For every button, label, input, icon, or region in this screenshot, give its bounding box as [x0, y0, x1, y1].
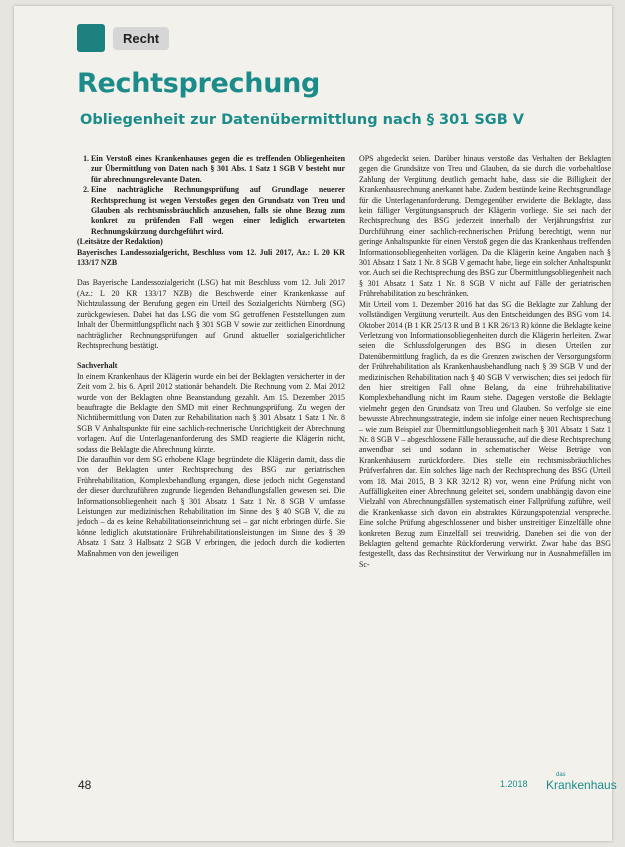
journal-page: [14, 6, 617, 841]
facts-paragraph-1: In einem Krankenhaus der Klägerin wurde ein bei der Beklagten versicherter in der Zeit vom 2. bis 6. April 2012 stationär behandelt. Die Rechnung vom 2. Mai 2012 wurde von der Beklagten ohne Beanstandung gezahlt. Am 15. Dezember 2015 beauftragte die Beklagte den SMD mit einer Rechnungsprüfung. Zu wegen der Nichtübermittlung von Daten zur Rehabilitation nach § 301 Absatz 1 Satz 1 Nr. 8 SGB V Anhaltspunkte für eine sachlich-rechnerische Unrichtigkeit der Abrechnung vorlagen. Auf die Unterlagenanforderung des SMD reagierte die Klägerin nicht, sodass die Beklagte die Abrechnung kürzte.: [77, 371, 345, 454]
court-citation: Bayerisches Landessozialgericht, Beschluss vom 12. Juli 2017, Az.: L 20 KR 133/17 NZB: [77, 247, 345, 268]
right-paragraph-2: Mit Urteil vom 1. Dezember 2016 hat das SG die Beklagte zur Zahlung der vollständigen Vergütung verurteilt. Aus den Entscheidungen des BSG vom 14. Oktober 2014 (B 1 KR 25/13 R und B 1 KR 26/13 R) könne die Beklagte keine Verletzung von Informationsobliegenheiten durch die Klägerin herleiten. Zwar seien die Schlussfolgerungen des BSG in diesen Urteilen zur Datenübermittlung fraglich, da es die Grenzen zwischen der Versorgungsform der Frührehabilitation als Krankenhausbehandlung nach § 39 SGB V und der medizinischen Rehabilitation nach § 40 SGB V verwischen; dies sei jedoch für den hier streitigen Fall ohne Belang, da eine frührehabilitative Komplexbehandlung nicht im Raum stehe. Dagegen verstoße die Beklagte vielmehr gegen den Grundsatz von Treu und Glauben. So verfolge sie eine bewusste Abrechnungsstrategie, indem sie infolge einer neuen Rechtsprechung – wie zum Beispiel zur Übermittlungsobliegenheit nach § 301 Absatz 1 Satz 1 Nr. 8 SGB V – abgeschlossene Fälle heraussuche, auf die diese Rechtsprechung anwendbar sei und sodann in schematischer Weise Beträge von Krankenhäusern zurückfordere. Dies stelle ein rechtsmissbräuchliches Prüfverfahren dar. Ein solches läge nach der Rechtsprechung des BSG (Urteil vom 18. Mai 2015, B 3 KR 32/12 R) vor, wenn eine Prüfung nicht von Auffälligkeiten einer Abrechnung geleitet sei, sondern unabhängig davon eine Vielzahl von Abrechnungsfällen systematisch einer Fallprüfung zuführe, weil die Krankenkasse sich davon ein abstraktes Kürzungspotenzial verspreche. Eine solche Prüfung abgeschlossener und bisher unstreitiger Einzelfälle ohne konkreten Bezug zum Einzelfall sei treuwidrig. Daneben sei die von der Beklagten geltend gemachte Rückforderung verwirkt. Zwar habe das BSG festgestellt, dass das Rechtsinstitut der Verwirkung nur in Ausnahmefällen im Sc-: [359, 299, 611, 569]
editor-note: (Leitsätze der Redaktion): [77, 237, 163, 247]
left-column: [77, 154, 345, 559]
journal-logo: [546, 772, 617, 792]
section-heading-sachverhalt: Sachverhalt: [77, 361, 118, 371]
leitsatz-1: 1. Ein Verstoß eines Krankenhauses gegen die es treffenden Obliegenheiten zur Übermittlung von Daten nach § 301 Abs. 1 Satz 1 SGB V besteht nur für abrechnungsrelevante Daten.: [91, 154, 345, 185]
page-number: 48: [78, 778, 92, 792]
leitsatz-2: 2. Eine nachträgliche Rechnungsprüfung auf Grundlage neuerer Rechtsprechung ist wegen Verstoßes gegen den Grundsatz von Treu und Glauben als rechtsmissbräuchlich anzusehen, falls sie ohne Bezug zum konkret zu prüfenden Fall wegen einer lediglich erwarteten Rechnungskürzung durchgeführt wird.: [91, 185, 345, 237]
facts-paragraph-2: Die daraufhin vor dem SG erhobene Klage begründete die Klägerin damit, dass die von der Beklagten unter Rechtsprechung des BSG zur geriatrischen Frührehabilitation, Komplexbehandlung ergangen, diese jedoch nicht Gegenstand der dieser durchzuführen zugrunde liegenden Behandlungsfallen gewesen sei. Die Informationsobliegenheit nach § 301 Absatz 1 Satz 1 Nr. 8 SGB V umfasse Leistungen zur medizinischen Rehabilitation im Sinne des § 40 SGB V, die zu jedoch – da es keine Rehabilitationseinrichtung sei – gar nicht erbringen dürfe. Sie könne lediglich akutstationäre Frührehabilitationsleistungen im Sinne des § 39 Absatz 1 Satz 3 Halbsatz 2 SGB V erbringen, die jedoch durch die kodierten Maßnahmen von den jeweiligen: [77, 454, 345, 558]
article-subtitle: Obliegenheit zur Datenübermittlung nach § 301 SGB V: [80, 112, 525, 128]
intro-paragraph: Das Bayerische Landessozialgericht (LSG) hat mit Beschluss vom 12. Juli 2017 (Az.: L 20 KR 133/17 NZB) die Beschwerde einer Krankenkasse auf Nichtzulassung der Berufung gegen ein Urteil des Sozialgerichts Nürnberg (SG) zurückgewiesen. Dabei hat das LSG die vom SG getroffenen Feststellungen zum Inhalt der Übermittlungspflicht nach § 301 SGB V sowie zur zeitlichen Einordnung nachträglicher Rechnungsprüfungen auf Grund aktueller sozialgerichtlicher Rechtsprechung bestätigt.: [77, 278, 345, 350]
section-label: Recht: [113, 27, 169, 50]
section-tag: [77, 24, 169, 52]
journal-logo-text: Krankenhaus: [546, 778, 617, 792]
leitsaetze-list: [77, 154, 345, 237]
section-color-box: [77, 24, 105, 52]
right-column: [359, 154, 611, 570]
right-paragraph-1: OPS abgedeckt seien. Darüber hinaus verstoße das Verhalten der Beklagten gegen die Grundsätze von Treu und Glauben, da sie durch die vorbehaltlose Zahlung der Vergütung deutlich gemacht habe, dass sie die Billigkeit der Krankenhausrechnung anerkannt habe. Zudem bestünde keine Rechtsgrundlage für die Unterlagenanforderung. Demgegenüber erwiderte die Beklagte, dass kein fälliger Vergütungsanspruch der Klägerin vorliege. Sie sei nach der Rechtsprechung des BSG jederzeit innerhalb der Verjährungsfrist zur Durchführung einer sachlich-rechnerischen Prüfung berechtigt, wenn nur geringe Anhaltspunkte für einen Verstoß gegen die das Krankenhaus treffenden Informationsobliegenheiten vorlägen. Da die Klägerin keine Angaben nach § 301 Absatz 1 Satz 1 Nr. 8 SGB V gemacht habe, liege ein solcher Anhaltspunkt vor. Auch sei die Rechtsprechung des BSG zur Übermittlungsobliegenheit nach § 301 Absatz 1 Satz 1 Nr. 8 SGB V nicht auf Fälle der geriatrischen Frührehabilitation zu beschränken.: [359, 154, 611, 299]
issue-number: 1.2018: [500, 779, 528, 789]
page-title: Rechtsprechung: [77, 68, 321, 99]
journal-logo-small: das: [556, 772, 566, 778]
